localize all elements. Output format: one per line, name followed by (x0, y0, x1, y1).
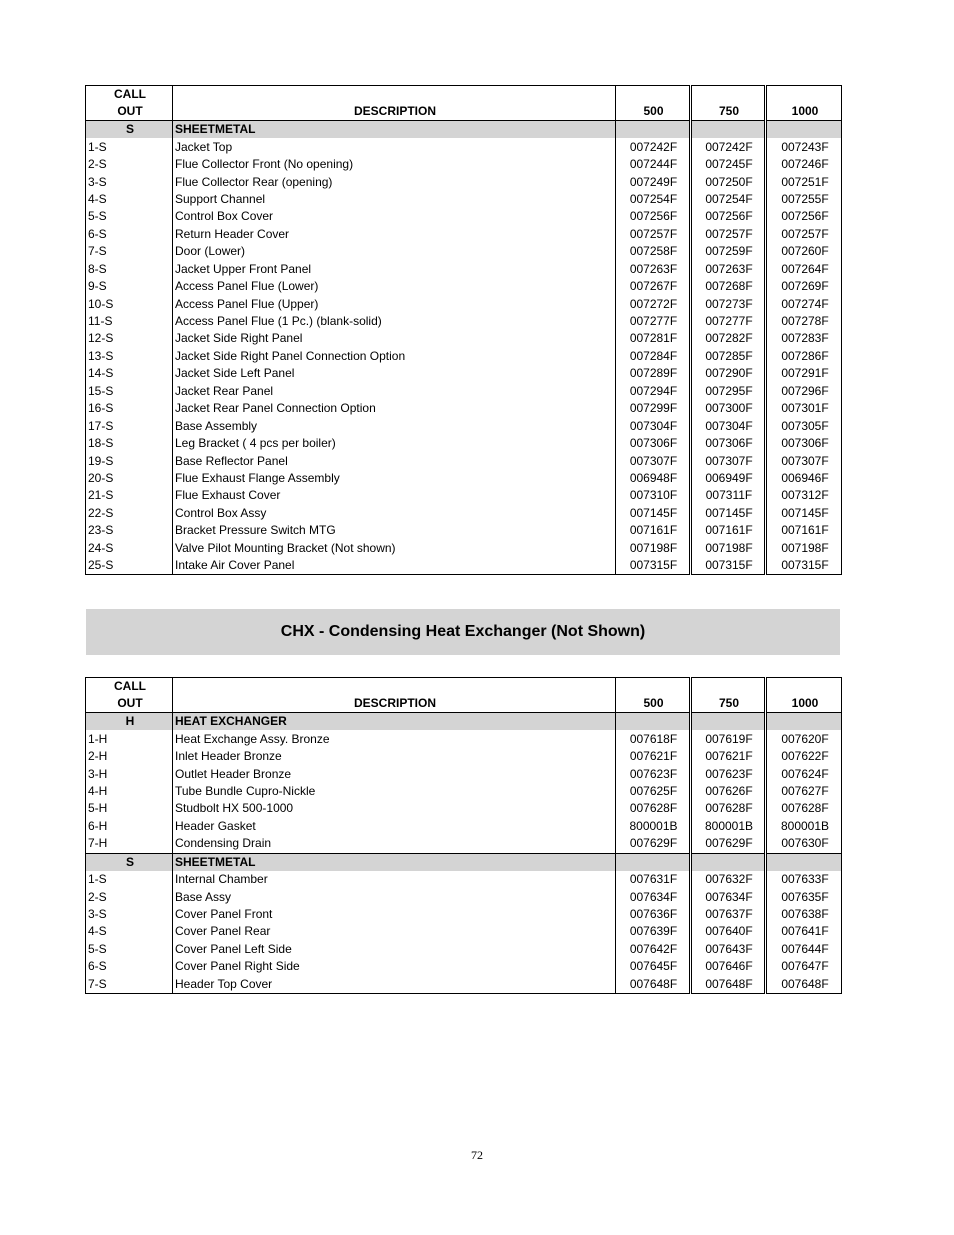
description-cell: Base Assy (173, 888, 616, 905)
table-row (86, 365, 842, 382)
description-cell: Leg Bracket ( 4 pcs per boiler) (173, 435, 616, 452)
part-1000-cell: 007306F (766, 435, 842, 452)
part-750-cell: 800001B (691, 818, 766, 835)
part-750-cell: 007198F (691, 540, 766, 557)
table-row (86, 540, 842, 557)
part-1000-cell: 007622F (766, 748, 842, 765)
part-750-cell: 007632F (691, 871, 766, 888)
table-row (86, 435, 842, 452)
col-1000-header: 1000 (766, 695, 842, 713)
table-row (86, 765, 842, 782)
description-cell: Cover Panel Right Side (173, 958, 616, 975)
table-row (86, 748, 842, 765)
callout-cell: 8-S (88, 261, 107, 276)
callout-cell: 4-S (88, 924, 107, 939)
part-500-cell: 007289F (616, 365, 691, 382)
callout-cell: 12-S (88, 331, 114, 346)
table-row (86, 871, 842, 888)
table-row (86, 906, 842, 923)
part-500-cell: 007299F (616, 400, 691, 417)
part-500-cell: 007277F (616, 313, 691, 330)
description-cell: Bracket Pressure Switch MTG (173, 522, 616, 539)
table-row (86, 348, 842, 365)
part-500-cell: 007628F (616, 800, 691, 817)
part-500-cell: 007284F (616, 348, 691, 365)
callout-cell: 1-S (88, 139, 107, 154)
description-cell: Valve Pilot Mounting Bracket (Not shown) (173, 540, 616, 557)
part-750-cell: 007626F (691, 783, 766, 800)
callout-cell: 13-S (88, 348, 114, 363)
part-500-cell: 007629F (616, 835, 691, 853)
table-row (86, 191, 842, 208)
part-750-cell: 007634F (691, 888, 766, 905)
callout-cell: 21-S (88, 488, 114, 503)
part-750-cell: 007277F (691, 313, 766, 330)
part-750-cell: 007250F (691, 173, 766, 190)
part-500-cell: 007310F (616, 487, 691, 504)
part-1000-cell: 007624F (766, 765, 842, 782)
description-cell: Base Reflector Panel (173, 452, 616, 469)
part-750-cell: 007623F (691, 765, 766, 782)
part-1000-cell: 007315F (766, 557, 842, 575)
part-500-cell: 007623F (616, 765, 691, 782)
part-750-cell: 007161F (691, 522, 766, 539)
part-750-cell: 007242F (691, 138, 766, 155)
callout-cell: 23-S (88, 523, 114, 538)
callout-cell: 1-H (88, 731, 108, 746)
col-500-header: 500 (616, 103, 691, 121)
callout-cell: 7-S (88, 244, 107, 259)
part-1000-cell: 007628F (766, 800, 842, 817)
table-row (86, 522, 842, 539)
part-1000-cell: 007633F (766, 871, 842, 888)
part-750-cell: 007304F (691, 417, 766, 434)
part-750-cell: 007643F (691, 941, 766, 958)
part-500-cell: 007258F (616, 243, 691, 260)
description-cell: Jacket Side Right Panel (173, 330, 616, 347)
table-row (86, 226, 842, 243)
sheetmetal-parts-table (85, 85, 842, 575)
part-1000-cell: 007638F (766, 906, 842, 923)
callout-cell: 6-S (88, 959, 107, 974)
description-cell: Door (Lower) (173, 243, 616, 260)
col-1000-header: 1000 (766, 103, 842, 121)
callout-cell: 5-H (88, 801, 108, 816)
part-500-cell: 007242F (616, 138, 691, 155)
part-1000-cell: 007291F (766, 365, 842, 382)
table-row (86, 976, 842, 994)
table-row (86, 313, 842, 330)
part-500-cell: 007244F (616, 156, 691, 173)
description-cell: Cover Panel Left Side (173, 941, 616, 958)
section-header-row (86, 121, 842, 139)
description-cell: Access Panel Flue (Upper) (173, 295, 616, 312)
table-row (86, 923, 842, 940)
section-title: HEAT EXCHANGER (173, 713, 616, 731)
table-row (86, 835, 842, 853)
description-cell: Return Header Cover (173, 226, 616, 243)
part-500-cell: 007161F (616, 522, 691, 539)
description-cell: Outlet Header Bronze (173, 765, 616, 782)
description-header: DESCRIPTION (173, 103, 616, 121)
part-500-cell: 007267F (616, 278, 691, 295)
callout-cell: 18-S (88, 436, 114, 451)
part-500-cell: 007307F (616, 452, 691, 469)
part-750-cell: 007621F (691, 748, 766, 765)
description-cell: Cover Panel Front (173, 906, 616, 923)
part-500-cell: 007145F (616, 505, 691, 522)
description-cell: Jacket Rear Panel Connection Option (173, 400, 616, 417)
callout-cell: 3-S (88, 174, 107, 189)
part-750-cell: 007628F (691, 800, 766, 817)
part-1000-cell: 007647F (766, 958, 842, 975)
callout-cell: 4-S (88, 191, 107, 206)
part-500-cell: 007304F (616, 417, 691, 434)
callout-cell: 20-S (88, 470, 114, 485)
part-750-cell: 007640F (691, 923, 766, 940)
table-row (86, 208, 842, 225)
callout-cell: 7-H (88, 836, 108, 851)
col-750-header: 750 (691, 103, 766, 121)
description-cell: Jacket Top (173, 138, 616, 155)
part-1000-cell: 007257F (766, 226, 842, 243)
part-500-cell: 007642F (616, 941, 691, 958)
part-750-cell: 006949F (691, 470, 766, 487)
table-row (86, 730, 842, 747)
callout-cell: 5-S (88, 941, 107, 956)
description-cell: Flue Collector Front (No opening) (173, 156, 616, 173)
part-1000-cell: 007641F (766, 923, 842, 940)
callout-cell: 14-S (88, 366, 114, 381)
part-500-cell: 007636F (616, 906, 691, 923)
table-row (86, 452, 842, 469)
part-750-cell: 007648F (691, 976, 766, 994)
part-750-cell: 007145F (691, 505, 766, 522)
part-750-cell: 007300F (691, 400, 766, 417)
callout-cell: 15-S (88, 383, 114, 398)
part-750-cell: 007315F (691, 557, 766, 575)
part-1000-cell: 007246F (766, 156, 842, 173)
part-1000-cell: 007274F (766, 295, 842, 312)
section-key: S (86, 853, 173, 871)
description-cell: Flue Exhaust Flange Assembly (173, 470, 616, 487)
part-1000-cell: 007198F (766, 540, 842, 557)
part-1000-cell: 007630F (766, 835, 842, 853)
part-750-cell: 007263F (691, 261, 766, 278)
part-500-cell: 007263F (616, 261, 691, 278)
table-row (86, 783, 842, 800)
description-cell: Jacket Rear Panel (173, 383, 616, 400)
part-750-cell: 007257F (691, 226, 766, 243)
callout-cell: 7-S (88, 976, 107, 991)
part-1000-cell: 007260F (766, 243, 842, 260)
table-row (86, 818, 842, 835)
part-1000-cell: 007312F (766, 487, 842, 504)
table-row (86, 383, 842, 400)
part-1000-cell: 007278F (766, 313, 842, 330)
part-1000-cell: 006946F (766, 470, 842, 487)
description-cell: Studbolt HX 500-1000 (173, 800, 616, 817)
part-500-cell: 007272F (616, 295, 691, 312)
part-750-cell: 007256F (691, 208, 766, 225)
part-500-cell: 007257F (616, 226, 691, 243)
table-row (86, 400, 842, 417)
table-row (86, 156, 842, 173)
description-cell: Access Panel Flue (1 Pc.) (blank-solid) (173, 313, 616, 330)
description-cell: Cover Panel Rear (173, 923, 616, 940)
part-1000-cell: 007296F (766, 383, 842, 400)
part-1000-cell: 007620F (766, 730, 842, 747)
table-row (86, 417, 842, 434)
callout-cell: 3-H (88, 766, 108, 781)
section-title: SHEETMETAL (173, 853, 616, 871)
part-1000-cell: 800001B (766, 818, 842, 835)
heat-exchanger-parts-table (85, 677, 842, 994)
table-row (86, 505, 842, 522)
part-750-cell: 007268F (691, 278, 766, 295)
part-500-cell: 007634F (616, 888, 691, 905)
col-750-header: 750 (691, 695, 766, 713)
description-cell: Control Box Assy (173, 505, 616, 522)
part-1000-cell: 007243F (766, 138, 842, 155)
section-key: H (86, 713, 173, 731)
callout-cell: 22-S (88, 505, 114, 520)
table-row (86, 243, 842, 260)
part-1000-cell: 007264F (766, 261, 842, 278)
description-cell: Header Top Cover (173, 976, 616, 994)
callout-header: CALL (114, 679, 146, 693)
callout-cell: 2-S (88, 157, 107, 172)
table-row (86, 295, 842, 312)
part-500-cell: 007315F (616, 557, 691, 575)
table-row (86, 941, 842, 958)
table-row (86, 557, 842, 575)
part-750-cell: 007290F (691, 365, 766, 382)
part-1000-cell: 007161F (766, 522, 842, 539)
description-cell: Jacket Side Right Panel Connection Option (173, 348, 616, 365)
table-row (86, 173, 842, 190)
part-500-cell: 007625F (616, 783, 691, 800)
callout-cell: 3-S (88, 907, 107, 922)
part-1000-cell: 007648F (766, 976, 842, 994)
description-cell: Tube Bundle Cupro-Nickle (173, 783, 616, 800)
part-750-cell: 007245F (691, 156, 766, 173)
part-500-cell: 006948F (616, 470, 691, 487)
section-key: S (86, 121, 173, 139)
description-cell: Jacket Upper Front Panel (173, 261, 616, 278)
callout-cell: 2-S (88, 889, 107, 904)
part-750-cell: 007273F (691, 295, 766, 312)
part-750-cell: 007311F (691, 487, 766, 504)
part-750-cell: 007285F (691, 348, 766, 365)
part-1000-cell: 007256F (766, 208, 842, 225)
table-row (86, 958, 842, 975)
part-1000-cell: 007627F (766, 783, 842, 800)
part-750-cell: 007295F (691, 383, 766, 400)
table-row (86, 800, 842, 817)
part-1000-cell: 007307F (766, 452, 842, 469)
description-header: DESCRIPTION (173, 695, 616, 713)
callout-cell: 10-S (88, 296, 114, 311)
section-title: SHEETMETAL (173, 121, 616, 139)
table-row (86, 278, 842, 295)
callout-cell: 17-S (88, 418, 114, 433)
part-1000-cell: 007283F (766, 330, 842, 347)
table-row (86, 330, 842, 347)
part-750-cell: 007254F (691, 191, 766, 208)
part-500-cell: 800001B (616, 818, 691, 835)
part-750-cell: 007619F (691, 730, 766, 747)
description-cell: Condensing Drain (173, 835, 616, 853)
part-500-cell: 007249F (616, 173, 691, 190)
part-1000-cell: 007305F (766, 417, 842, 434)
description-cell: Intake Air Cover Panel (173, 557, 616, 575)
description-cell: Header Gasket (173, 818, 616, 835)
description-cell: Support Channel (173, 191, 616, 208)
part-1000-cell: 007145F (766, 505, 842, 522)
part-500-cell: 007618F (616, 730, 691, 747)
part-1000-cell: 007255F (766, 191, 842, 208)
page-number: 72 (471, 1148, 483, 1162)
section-header-row (86, 713, 842, 731)
part-750-cell: 007282F (691, 330, 766, 347)
part-500-cell: 007639F (616, 923, 691, 940)
callout-cell: 19-S (88, 453, 114, 468)
callout-cell: 5-S (88, 209, 107, 224)
table-row (86, 138, 842, 155)
callout-cell: 6-S (88, 226, 107, 241)
part-1000-cell: 007251F (766, 173, 842, 190)
callout-cell: 24-S (88, 540, 114, 555)
part-500-cell: 007254F (616, 191, 691, 208)
callout-cell: 1-S (88, 872, 107, 887)
table-row (86, 487, 842, 504)
part-750-cell: 007306F (691, 435, 766, 452)
description-cell: Flue Collector Rear (opening) (173, 173, 616, 190)
part-750-cell: 007307F (691, 452, 766, 469)
table-row (86, 470, 842, 487)
part-1000-cell: 007286F (766, 348, 842, 365)
part-750-cell: 007629F (691, 835, 766, 853)
callout-cell: 6-H (88, 818, 108, 833)
callout-cell: 9-S (88, 279, 107, 294)
section-header-row (86, 853, 842, 871)
part-1000-cell: 007635F (766, 888, 842, 905)
chx-section-banner: CHX - Condensing Heat Exchanger (Not Shown) (86, 609, 840, 655)
callout-cell: 4-H (88, 783, 108, 798)
callout-header: CALL (114, 87, 146, 101)
part-500-cell: 007294F (616, 383, 691, 400)
description-cell: Access Panel Flue (Lower) (173, 278, 616, 295)
part-1000-cell: 007644F (766, 941, 842, 958)
table-row (86, 888, 842, 905)
callout-cell: 16-S (88, 401, 114, 416)
part-500-cell: 007631F (616, 871, 691, 888)
part-500-cell: 007198F (616, 540, 691, 557)
description-cell: Internal Chamber (173, 871, 616, 888)
part-750-cell: 007646F (691, 958, 766, 975)
callout-cell: 11-S (88, 314, 113, 329)
part-500-cell: 007281F (616, 330, 691, 347)
part-750-cell: 007637F (691, 906, 766, 923)
description-cell: Inlet Header Bronze (173, 748, 616, 765)
callout-cell: 25-S (88, 558, 114, 573)
part-500-cell: 007648F (616, 976, 691, 994)
description-cell: Flue Exhaust Cover (173, 487, 616, 504)
part-500-cell: 007621F (616, 748, 691, 765)
part-750-cell: 007259F (691, 243, 766, 260)
table-row (86, 261, 842, 278)
description-cell: Heat Exchange Assy. Bronze (173, 730, 616, 747)
part-500-cell: 007306F (616, 435, 691, 452)
part-500-cell: 007256F (616, 208, 691, 225)
part-1000-cell: 007269F (766, 278, 842, 295)
col-500-header: 500 (616, 695, 691, 713)
description-cell: Jacket Side Left Panel (173, 365, 616, 382)
description-cell: Control Box Cover (173, 208, 616, 225)
callout-cell: 2-H (88, 749, 108, 764)
part-500-cell: 007645F (616, 958, 691, 975)
callout-header-line2: OUT (86, 695, 173, 713)
description-cell: Base Assembly (173, 417, 616, 434)
callout-header-line2: OUT (86, 103, 173, 121)
part-1000-cell: 007301F (766, 400, 842, 417)
